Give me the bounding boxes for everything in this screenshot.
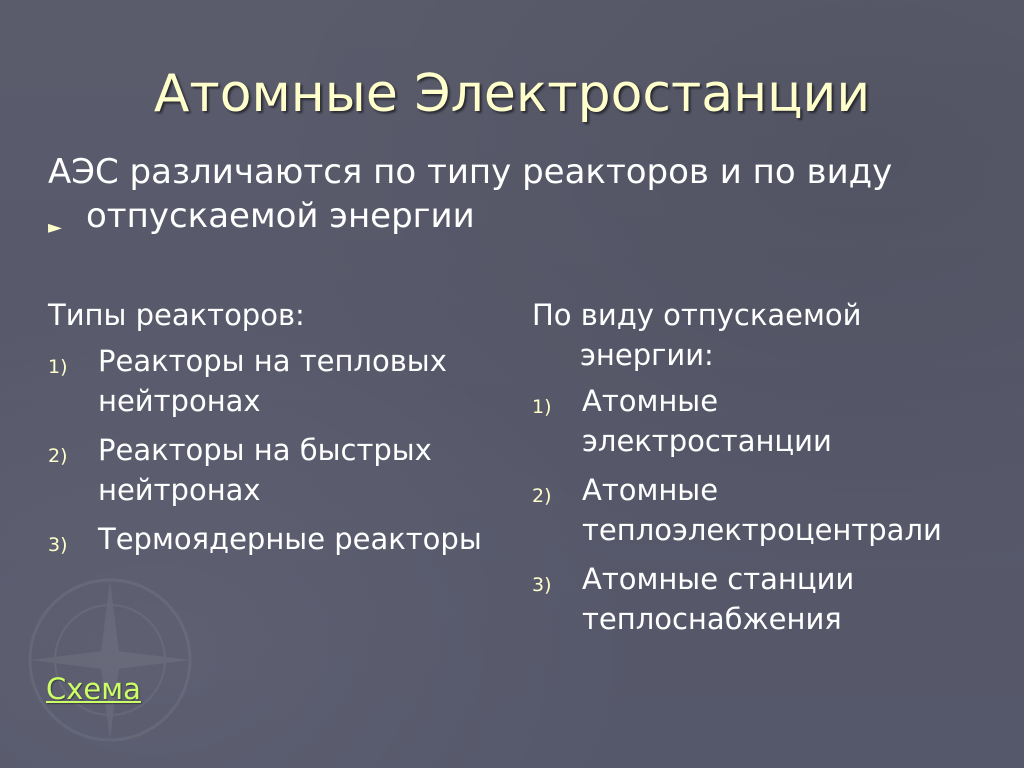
list-item-line-1: Термоядерные реакторы <box>98 522 482 556</box>
list-item <box>532 559 992 639</box>
list-item-line-1: Атомные <box>582 384 719 418</box>
energy-types-list <box>532 381 992 639</box>
list-item-line-1: Реакторы на тепловых <box>98 344 447 378</box>
intro-bullet <box>48 150 948 238</box>
list-item-line-1: Атомные <box>582 473 719 507</box>
list-item-line-1: Атомные станции <box>582 562 855 596</box>
triangle-bullet-icon: ► <box>48 217 62 238</box>
list-item <box>532 381 992 461</box>
list-item-line-2: теплоэлектроцентрали <box>582 513 942 547</box>
reactor-types-list <box>48 341 508 559</box>
list-number: 2) <box>532 485 552 507</box>
list-number: 3) <box>532 574 552 596</box>
list-number: 2) <box>48 445 68 467</box>
energy-types-column <box>532 295 992 648</box>
scheme-link[interactable]: Схема <box>46 672 141 706</box>
list-number: 1) <box>48 356 68 378</box>
intro-line-1: АЭС различаются по типу реакторов и по виду <box>48 152 893 192</box>
list-number: 3) <box>48 534 68 556</box>
energy-heading-line-1: По виду отпускаемой <box>532 298 862 332</box>
list-item-line-2: теплоснабжения <box>582 602 842 636</box>
list-item <box>532 470 992 550</box>
energy-types-heading <box>532 295 992 375</box>
slide-title: Атомные Электростанции <box>153 64 871 124</box>
list-number: 1) <box>532 396 552 418</box>
intro-line-2: отпускаемой энергии <box>86 196 475 236</box>
reactor-types-heading: Типы реакторов: <box>48 298 305 332</box>
list-item-line-2: нейтронах <box>98 473 261 507</box>
list-item <box>48 430 508 510</box>
reactor-types-column <box>48 295 508 568</box>
list-item-line-2: нейтронах <box>98 384 261 418</box>
list-item-line-2: электростанции <box>582 424 832 458</box>
energy-heading-line-2: энергии: <box>580 338 714 372</box>
list-item <box>48 519 508 559</box>
list-item-line-1: Реакторы на быстрых <box>98 433 432 467</box>
compass-watermark-icon <box>0 560 220 760</box>
list-item <box>48 341 508 421</box>
